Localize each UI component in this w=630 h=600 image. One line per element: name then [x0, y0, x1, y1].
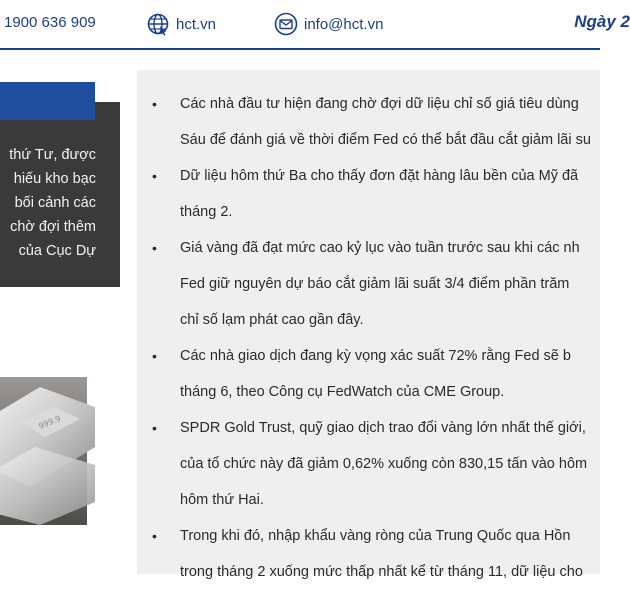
list-item: [152, 230, 622, 338]
phone-number: 1900 636 909: [4, 14, 96, 31]
mail-icon: [274, 12, 298, 36]
bullet-line: Các nhà giao dịch đang kỳ vọng xác suất 72% rằng Fed sẽ b: [180, 348, 571, 364]
bullet-line: Fed giữ nguyên dự báo cắt giảm lãi suất 3/4 điểm phần trăm: [180, 276, 570, 292]
bullet-icon: •: [152, 348, 157, 364]
summary-text: [0, 143, 96, 273]
bullet-icon: •: [152, 240, 157, 256]
email-contact[interactable]: [274, 12, 383, 36]
summary-line: bối cảnh các: [14, 195, 96, 211]
website-link[interactable]: hct.vn: [176, 15, 217, 33]
bullet-icon: •: [152, 420, 157, 436]
summary-line: chờ đợi thêm: [10, 219, 96, 235]
globe-icon: [146, 12, 170, 36]
bullet-icon: •: [152, 168, 157, 184]
bullet-line: chỉ số lạm phát cao gần đây.: [180, 312, 364, 328]
page-header: [0, 0, 630, 48]
summary-line: hiếu kho bạc: [13, 171, 96, 187]
news-bullets: [152, 86, 622, 590]
bullet-line: Trong khi đó, nhập khẩu vàng ròng của Trung Quốc qua Hồn: [180, 528, 571, 544]
bar-stamp: 999.9: [37, 413, 62, 431]
header-divider: [0, 48, 600, 50]
summary-line: thứ Tư, được: [9, 147, 96, 163]
summary-line: của Cục Dự: [18, 243, 96, 259]
bullet-line: Dữ liệu hôm thứ Ba cho thấy đơn đặt hàng lâu bền của Mỹ đã: [180, 168, 579, 184]
section-tab: [0, 82, 95, 120]
bullet-line: trong tháng 2 xuống mức thấp nhất kể từ tháng 11, dữ liệu cho: [180, 564, 583, 580]
list-item: [152, 410, 622, 518]
bullet-line: hôm thứ Hai.: [180, 492, 264, 508]
bullet-line: tháng 2.: [180, 204, 233, 220]
bullet-icon: •: [152, 96, 157, 112]
bullet-line: tháng 6, theo Công cụ FedWatch của CME Group.: [180, 384, 505, 400]
bullet-icon: •: [152, 528, 157, 544]
report-date: Ngày 2: [574, 12, 630, 31]
list-item: [152, 338, 622, 410]
list-item: [152, 158, 622, 230]
phone-contact[interactable]: [4, 14, 96, 31]
email-link[interactable]: info@hct.vn: [304, 15, 384, 33]
bullet-line: của tổ chức này đã giảm 0,62% xuống còn 830,15 tấn vào hôm: [180, 456, 588, 472]
bullet-line: Các nhà đầu tư hiện đang chờ đợi dữ liệu chỉ số giá tiêu dùng: [180, 96, 579, 112]
bullet-line: Giá vàng đã đạt mức cao kỷ lục vào tuần trước sau khi các nh: [180, 240, 580, 256]
silver-bar-image: [0, 377, 87, 525]
website-contact[interactable]: [146, 12, 216, 36]
bullet-line: SPDR Gold Trust, quỹ giao dịch trao đổi vàng lớn nhất thế giới,: [180, 420, 586, 436]
bullet-line: Sáu để đánh giá về thời điểm Fed có thể bắt đầu cắt giảm lãi su: [180, 132, 591, 148]
list-item: [152, 86, 622, 158]
silver-bars-photo: [0, 377, 87, 525]
list-item: [152, 518, 622, 590]
